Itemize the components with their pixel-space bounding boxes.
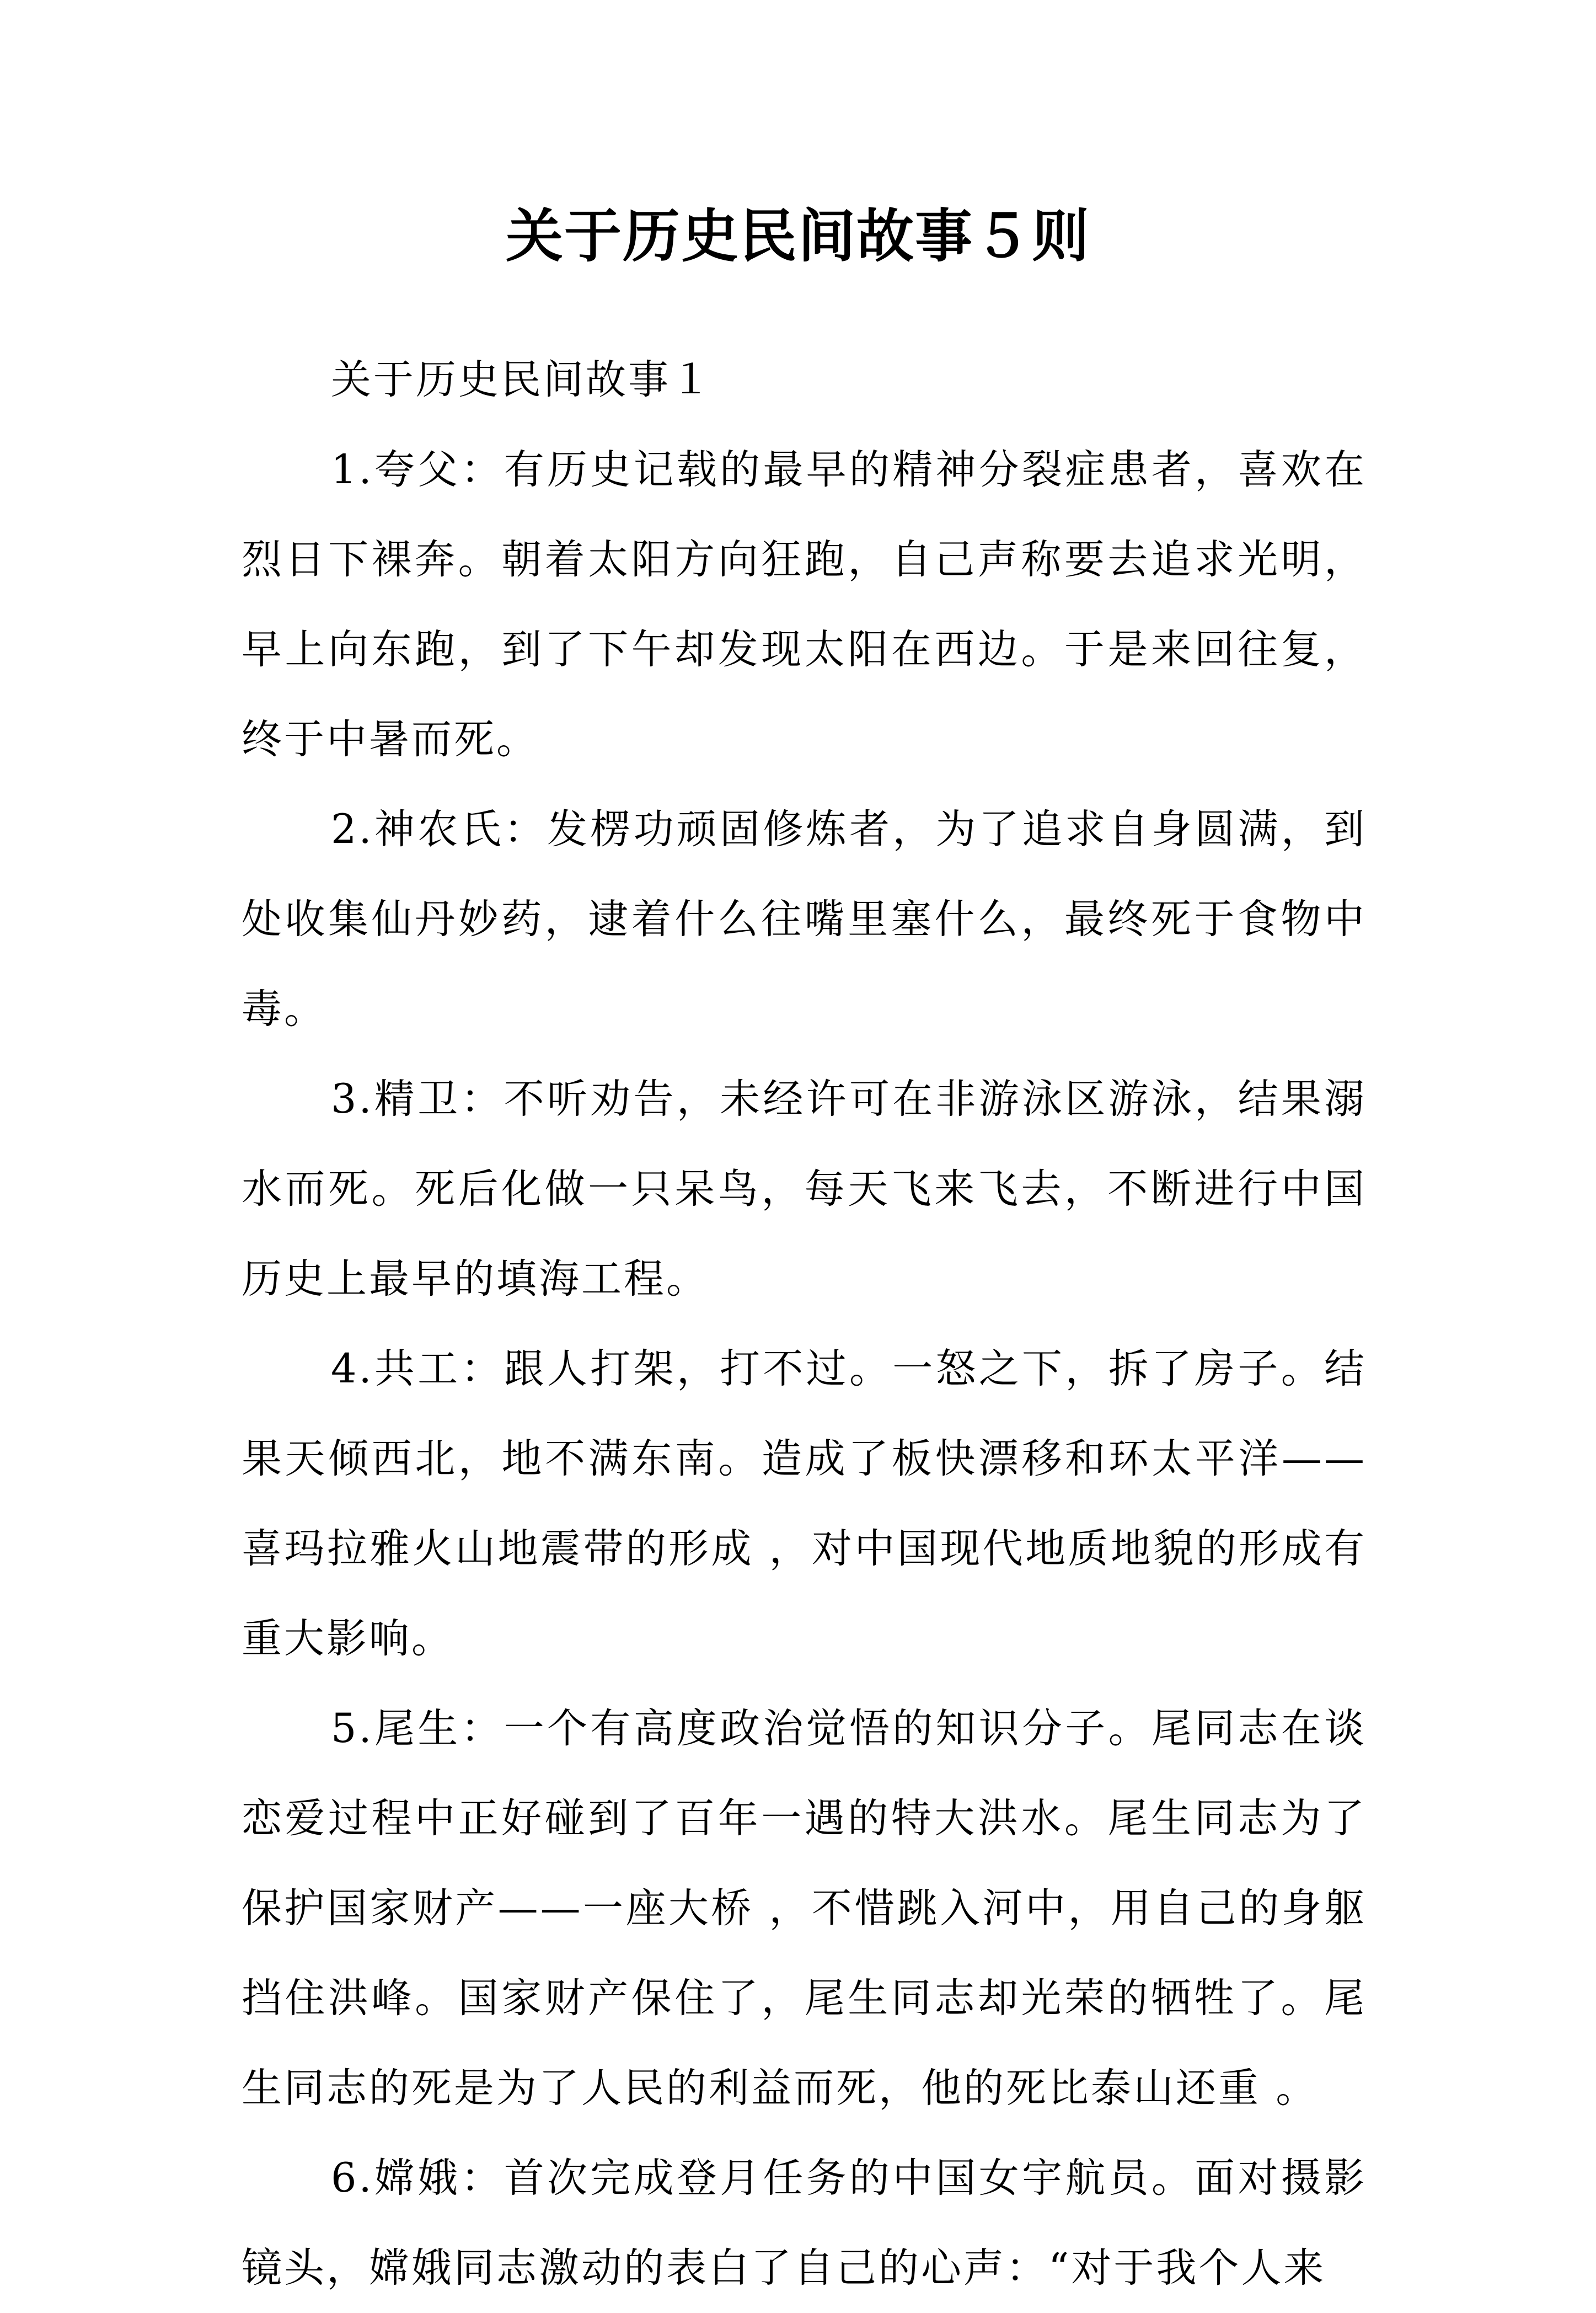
story-paragraph-weisheng: 5.尾生：一个有高度政治觉悟的知识分子。尾同志在谈恋爱过程中正好碰到了百年一遇的特大洪水。尾生同志为了保护国家财产——一座大桥 ，不惜跳入河中，用自己的身躯挡住洪峰。国家财产保住了，尾生同志却光荣的牺牲了。尾生同志的死是为了人民的利益而死，他的死比泰山还重 。 <box>242 1705 1367 2112</box>
document-body <box>242 335 1367 2313</box>
story-paragraph-shennong: 2.神农氏：发楞功顽固修炼者，为了追求自身圆满，到处收集仙丹妙药，逮着什么往嘴里塞什么，最终死于食物中毒。 <box>242 806 1367 1033</box>
section-heading: 关于历史民间故事１ <box>331 356 713 403</box>
document-title: 关于历史民间故事５则 <box>505 202 1090 270</box>
story-paragraph-gonggong: 4.共工：跟人打架，打不过。一怒之下，拆了房子。结果天倾西北，地不满东南。造成了板快漂移和环太平洋——喜玛拉雅火山地震带的形成 ，对中国现代地质地貌的形成有重大影响。 <box>242 1345 1367 1662</box>
story-paragraph-kuafu: 1.夸父：有历史记载的最早的精神分裂症患者，喜欢在烈日下裸奔。朝着太阳方向狂跑，自己声称要去追求光明，早上向东跑，到了下午却发现太阳在西边。于是来回往复，终于中暑而死。 <box>242 446 1367 763</box>
story-paragraph-change: 6.嫦娥：首次完成登月任务的中国女宇航员。面对摄影镜头，嫦娥同志激动的表白了自己的心声：“对于我个人来 <box>242 2155 1367 2291</box>
story-paragraph-jingwei: 3.精卫：不听劝告，未经许可在非游泳区游泳，结果溺水而死。死后化做一只呆鸟，每天飞来飞去，不断进行中国历史上最早的填海工程。 <box>242 1076 1367 1302</box>
